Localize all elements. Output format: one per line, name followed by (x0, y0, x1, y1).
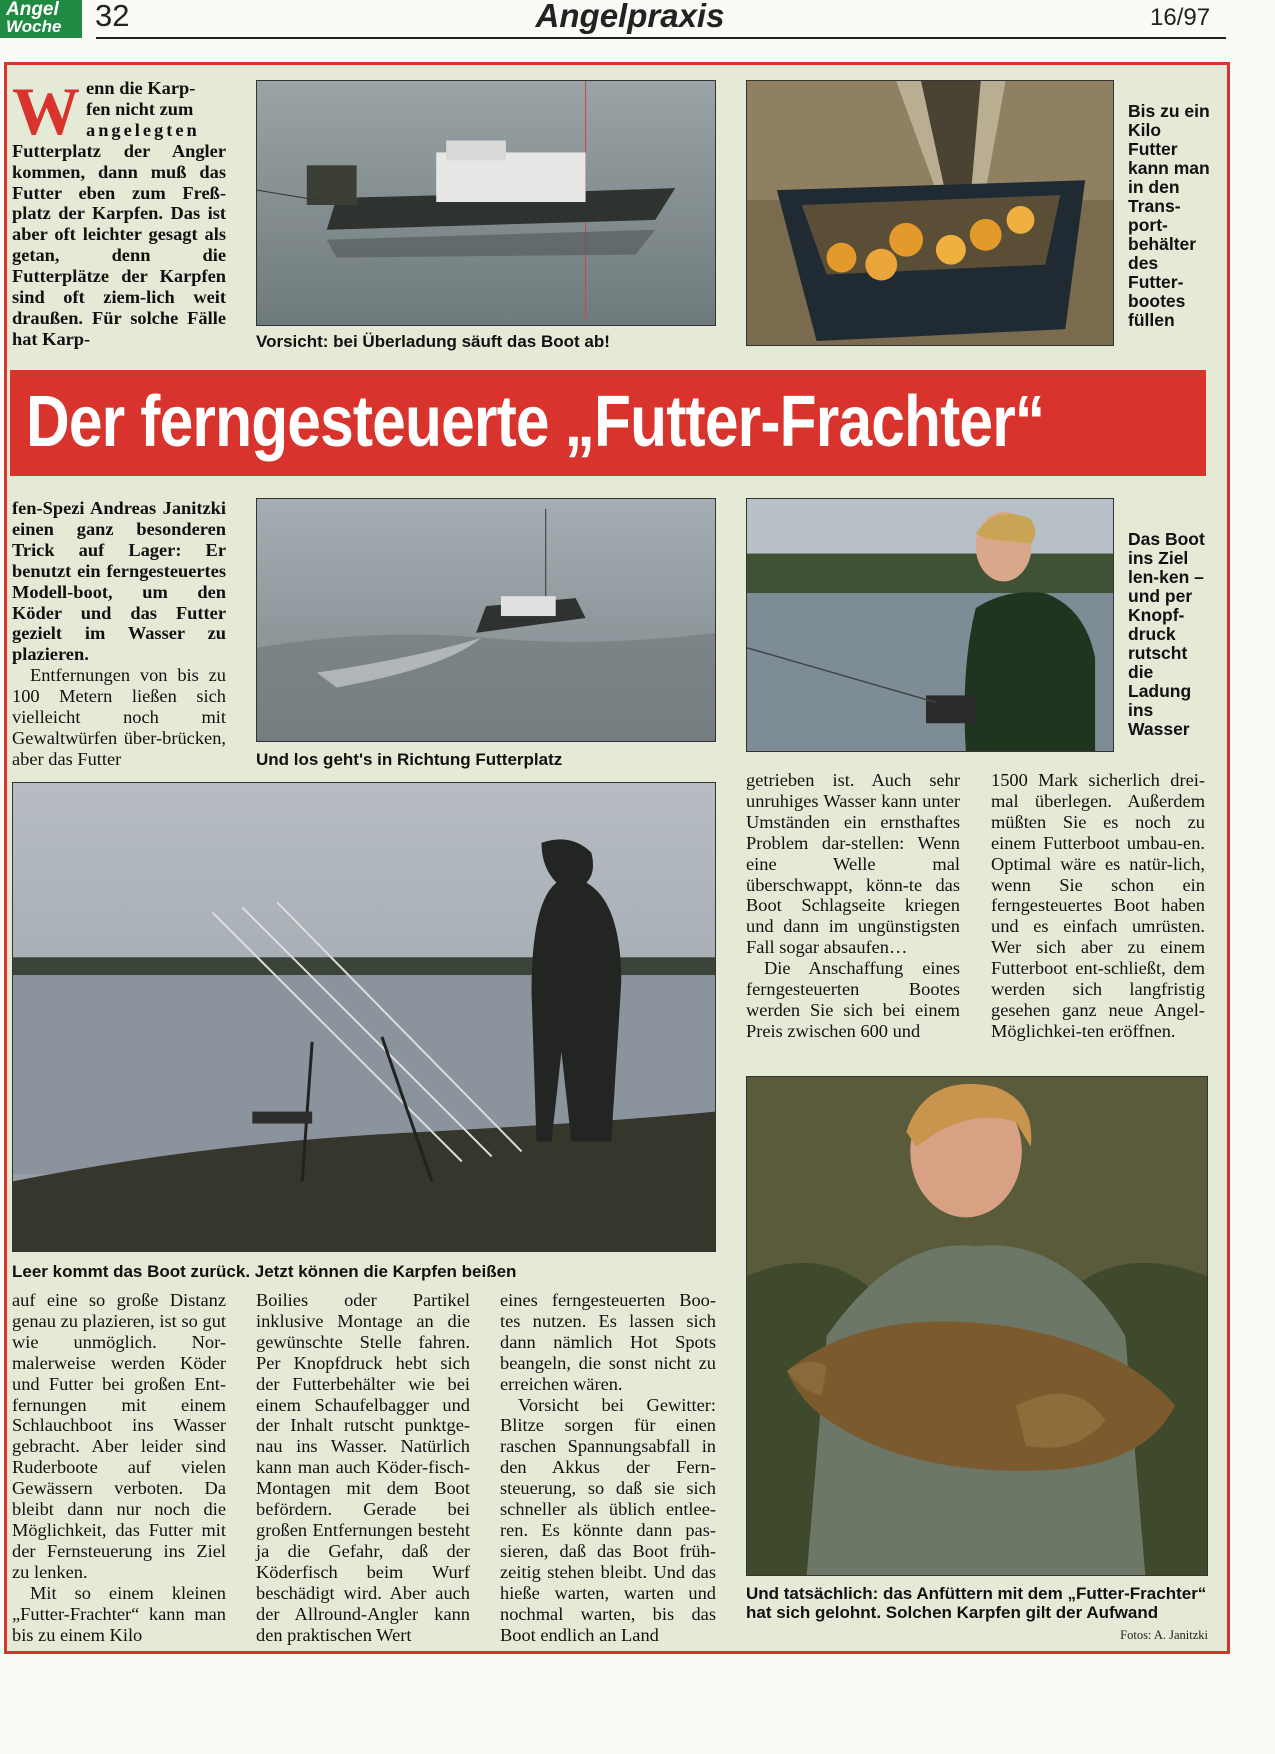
issue-number: 16/97 (1150, 4, 1211, 31)
page-number: 32 (95, 0, 130, 33)
intro-line-1: enn die Karp- (86, 78, 196, 98)
photo-credit: Fotos: A. Janitzki (1120, 1628, 1208, 1642)
intro-line-rest: Futterplatz der Angler kommen, dann muß das Futter eben zum Freß-platz der Karpfen. Das ist aber oft leichter gesagt als getan, denn die Futterplätze der Karpfen sind oft ziem-lich weit draußen. Für solche Fälle hat Karp- (12, 140, 226, 349)
lead-paragraph: fen-Spezi Andreas Janitzki einen ganz besonderen Trick auf Lager: Er benutzt ein ferngesteuertes Modell-boot, um den Köder und das Futter gezielt im Wasser zu plazieren. (12, 498, 226, 665)
body-column-2 (256, 1290, 470, 1645)
caption-carp-text: Und tatsächlich: das Anfüttern mit dem „Futter-Frachter“ hat sich gelohnt. Solchen Karpfen gilt der Aufwand (746, 1584, 1207, 1622)
caption-shore: Leer kommt das Boot zurück. Jetzt können die Karpfen beißen (12, 1262, 517, 1281)
logo-line-2: Woche (6, 17, 62, 36)
caption-boat: Vorsicht: bei Überladung säuft das Boot ab! (256, 332, 610, 351)
magazine-logo (0, 0, 82, 38)
caption-carp (746, 1584, 1208, 1622)
column-1-continued (12, 498, 226, 770)
caption-angler: Das Boot ins Ziel len-ken – und per Knopf-druck rutscht die Ladung ins Wasser (1128, 529, 1205, 739)
column-4-paragraph-2: Die Anschaffung eines ferngesteuerten Bootes werden Sie sich bei einem Preis zwischen 600 und (746, 958, 960, 1041)
section-title: Angelpraxis (535, 0, 725, 34)
column-5-paragraph-1: 1500 Mark sicherlich drei-mal überlegen. Außerdem müßten Sie es noch zu einem Futterboot umbau-en. Optimal wäre es natür-lich, wenn Sie schon ein ferngesteuertes Boot haben und es einfach umrüsten. Wer sich aber zu einem Futterboot ent-schließt, dem werden sich langfristig gesehen ganz neue Angel-Möglichkei-ten eröffnen. (991, 770, 1205, 1041)
photo-carp-catch (746, 1076, 1208, 1576)
headline: Der ferngesteuerte „Futter-Frachter“ (26, 382, 1045, 462)
body-column-1-paragraph-2: Mit so einem kleinen „Futter-Frachter“ kann man bis zu einem Kilo (12, 1582, 226, 1645)
photo-shore-rods (12, 782, 716, 1252)
photo-angler-remote (746, 498, 1114, 752)
caption-wake: Und los geht's in Richtung Futterplatz (256, 750, 563, 769)
drop-cap: W (12, 73, 80, 149)
column-4 (746, 770, 960, 1042)
logo-line-1: Angel (6, 0, 59, 20)
photo-boat-wake (256, 498, 716, 742)
intro-paragraph (12, 73, 226, 350)
headline-banner (10, 370, 1206, 476)
caption-bait: Bis zu ein Kilo Futter kann man in den Trans-port-behälter des Futter-bootes füllen (1128, 101, 1210, 330)
body-column-1-paragraph-1: auf eine so große Distanz genau zu plazieren, ist so gut wie unmöglich. Nor-malerweise werden Köder und Futter bei großen Ent-fernungen mit einem Schlauchboot ins Wasser gebracht. Aber leider sind Ruderboote auf vielen Gewässern verboten. Da bleibt dann nur noch die Möglichkeit, das Futter mit der Fernsteuerung ins Ziel zu lenken. (12, 1290, 226, 1582)
body-column-3-paragraph-1: eines ferngesteuerten Boo-tes nutzen. Es lassen sich dann nämlich Hot Spots beangeln, die sonst nicht zu erreichen wären. (500, 1290, 716, 1394)
body-column-2-paragraph-1: Boilies oder Partikel inklusive Montage an die gewünschte Stelle fahren. Per Knopfdruck hebt sich der Futterbehälter wie bei einem Schaufelbagger und der Inhalt rutscht punktge-nau ins Wasser. Natürlich kann man auch Köder-fisch-Montagen mit dem Boot befördern. Gerade bei großen Entfernungen besteht ja die Gefahr, daß der Köderfisch beim Wurf beschädigt wird. Aber auch der Allround-Angler kann den praktischen Wert (256, 1290, 470, 1645)
body-column-3 (500, 1290, 716, 1645)
body-column-3-paragraph-2: Vorsicht bei Gewitter: Blitze sorgen für einen raschen Spannungsabfall in den Akkus der Fern-steuerung, so daß sie sich schneller als üblich entlee-ren. Es könnte dann pas-sieren, daß das Boot früh-zeitig stehen bleibt. Und das hieße warten, warten und nochmal warten, bis das Boot endlich an Land (500, 1394, 716, 1645)
column-5 (991, 770, 1205, 1042)
intro-line-3: angelegten (86, 119, 200, 140)
column-1-paragraph: Entfernungen von bis zu 100 Metern ließen sich vielleicht noch mit Gewaltwürfen über-brücken, aber das Futter (12, 665, 226, 769)
header-rule (96, 37, 1226, 39)
photo-boat-loaded (256, 80, 716, 326)
column-4-paragraph-1: getrieben ist. Auch sehr unruhiges Wasser kann unter Umständen ein ernsthaftes Problem dar-stellen: Wenn eine Welle mal überschwappt, könn-te das Boot Schlagseite kriegen und dann im ungünstigsten Fall sogar absaufen… (746, 770, 960, 958)
intro-line-2: fen nicht zum (86, 98, 194, 119)
body-column-1 (12, 1290, 226, 1645)
photo-bait-container (746, 80, 1114, 346)
